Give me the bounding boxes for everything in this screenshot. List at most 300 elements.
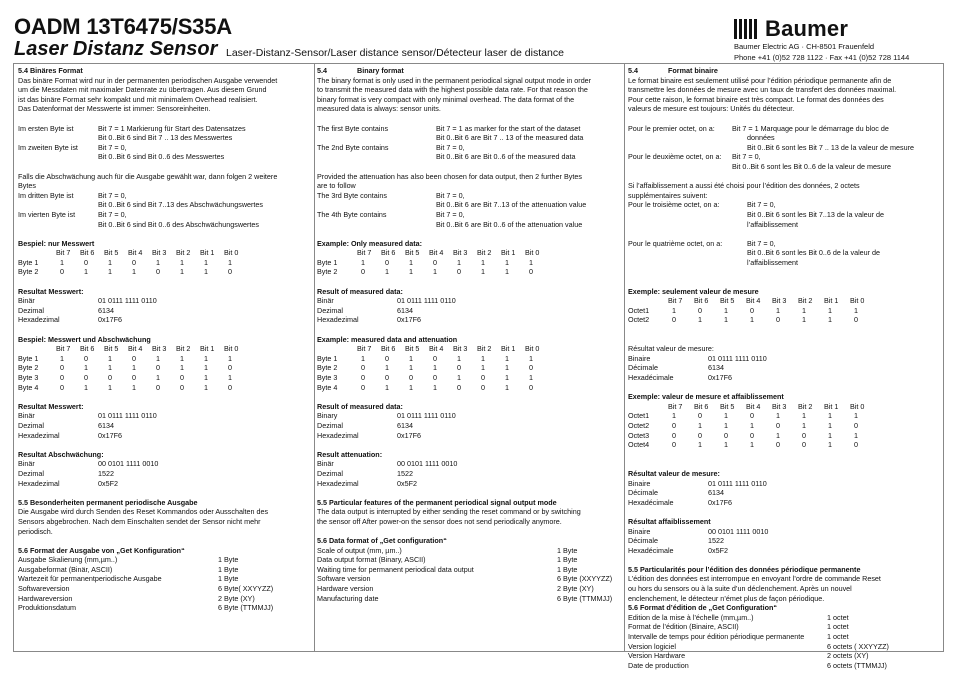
bit-cell: 0 — [409, 373, 413, 382]
row-key: Hexadezimal — [317, 430, 359, 440]
config-row — [317, 555, 621, 565]
row-key: Softwareversion — [18, 584, 70, 594]
bits-header-cell: Bit 2 — [477, 248, 492, 258]
row-value: Bit 7 = 0, — [436, 190, 465, 200]
row-value: 1522 — [397, 468, 413, 478]
bit-cell: 0 — [228, 363, 232, 373]
bits-header-cell: Bit 3 — [152, 344, 167, 354]
key-value-row — [18, 210, 310, 220]
bit-cell: 1 — [409, 363, 413, 373]
bit-cell: 0 — [672, 440, 676, 450]
bit-cell: 1 — [84, 382, 88, 392]
key-value-row — [317, 124, 621, 134]
bit-cell: 0 — [132, 257, 136, 267]
paragraph-line: Das Datenformat der Messwerte ist immer: Sensoreinheiten. — [18, 104, 211, 114]
bits-row-label: Byte 1 — [317, 353, 338, 363]
key-value-continuation — [628, 248, 940, 258]
row-key: Intervalle de temps pour édition périodique permanente — [628, 632, 805, 642]
bit-cell: 0 — [180, 373, 184, 382]
bit-cell: 1 — [505, 382, 509, 392]
row-value: 2 Byte (XY) — [557, 584, 594, 594]
bit-cell: 1 — [204, 267, 208, 277]
row-value: Bit 7 = 1 Marquage pour le démarrage du bloc de — [732, 123, 889, 133]
bits-row-label: Octet3 — [628, 430, 650, 440]
row-key: Data output format (Binary, ASCII) — [317, 555, 426, 565]
config-row — [317, 565, 621, 575]
key-value-row — [628, 363, 940, 373]
bit-cell: 1 — [108, 363, 112, 373]
bit-cell: 1 — [108, 382, 112, 392]
bits-header-row — [18, 248, 248, 258]
key-value-row — [18, 469, 310, 479]
bit-cell: 0 — [228, 382, 232, 392]
paragraph-line: Falls die Abschwächung auch für die Ausgabe gewählt war, dann folgen 2 weitere — [18, 171, 278, 181]
bits-header-cell: Bit 4 — [128, 248, 143, 258]
result-heading: Resultat Abschwächung: — [18, 449, 104, 459]
key-value-continuation — [628, 258, 940, 268]
row-key: Hexadezimal — [18, 430, 60, 440]
bit-cell: 1 — [204, 363, 208, 373]
row-value: 00 0101 1111 0010 — [708, 526, 769, 536]
row-value: l’affaiblissement — [747, 257, 799, 267]
row-value: 01 0111 1111 0110 — [98, 411, 157, 421]
bits-header-cell: Bit 0 — [525, 344, 540, 354]
row-value: 01 0111 1111 0110 — [708, 353, 767, 363]
bit-cell: 1 — [457, 257, 461, 267]
row-value: 00 0101 1111 0010 — [397, 459, 458, 469]
key-value-row — [18, 315, 310, 325]
bits-row-label: Byte 3 — [18, 373, 39, 382]
bits-row-label: Byte 4 — [317, 382, 338, 392]
logo-bars-icon — [734, 19, 757, 39]
bit-cell: 1 — [457, 353, 461, 363]
spacer — [317, 114, 621, 124]
bit-cell: 1 — [457, 373, 461, 382]
bits-corner — [317, 248, 357, 258]
row-key: Hexadezimal — [317, 315, 359, 325]
bit-cell: 0 — [385, 373, 389, 382]
row-key: Pour le deuxième octet, on a: — [628, 152, 722, 162]
row-key: Dezimal — [18, 305, 44, 315]
bits-header-cell: Bit 0 — [525, 248, 540, 258]
result-heading: Résultat valeur de mesure: — [628, 468, 720, 478]
bits-header-cell: Bit 1 — [824, 296, 839, 306]
result-heading: Resultat Messwert: — [18, 286, 84, 296]
row-value: Bit 0..Bit 6 are Bit 0..6 of the measured data — [436, 152, 576, 162]
key-value-continuation — [317, 152, 621, 162]
row-value: Bit 0..Bit 6 are Bit 0..6 of the attenuation value — [436, 219, 583, 229]
row-key: Scale of output (mm, µm..) — [317, 545, 402, 555]
paragraph-line: to transmit the measured data with the highest possible data rate. For that reason the — [317, 85, 588, 95]
bits-table — [628, 296, 876, 325]
row-key — [628, 162, 732, 172]
bits-header-cell: Bit 6 — [381, 248, 396, 258]
section-heading-5-4: 5.4 Binäres Format — [18, 66, 83, 75]
bit-cell: 0 — [60, 267, 64, 277]
result-heading: Resultat Messwert: — [18, 401, 84, 411]
bits-table — [18, 344, 248, 392]
bit-cell: 0 — [84, 353, 88, 363]
bit-cell: 0 — [750, 305, 754, 315]
row-key — [628, 248, 747, 258]
config-row — [317, 594, 621, 604]
section-title: Binary format — [357, 66, 404, 75]
spacer — [18, 536, 310, 546]
bit-cell: 0 — [672, 430, 676, 440]
bits-header-cell: Bit 4 — [128, 344, 143, 354]
row-value: données — [747, 133, 775, 143]
row-key: Binär — [18, 296, 35, 306]
bit-cell: 1 — [385, 363, 389, 373]
key-value-row — [18, 479, 310, 489]
contact-address: Baumer Electric AG · CH-8501 Frauenfeld — [734, 42, 875, 51]
row-key — [628, 258, 747, 268]
bit-cell: 0 — [672, 315, 676, 325]
bits-header-row — [317, 344, 549, 354]
paragraph-line: enclenchement, le détecteur n’émet plus de façon périodique. — [628, 593, 825, 603]
config-row — [317, 574, 621, 584]
bit-cell: 0 — [156, 382, 160, 392]
row-key: The first Byte contains — [317, 123, 389, 133]
key-value-row — [628, 373, 940, 383]
spacer — [317, 229, 621, 239]
page-subtitle: Laser-Distanz-Sensor/Laser distance sensor/Détecteur laser de distance — [226, 47, 564, 59]
row-value: 0x17F6 — [397, 430, 421, 440]
row-key: Décimale — [628, 363, 658, 373]
bit-cell: 1 — [361, 257, 365, 267]
bits-header-row — [628, 402, 876, 412]
bits-header-cell: Bit 1 — [501, 344, 516, 354]
row-key: The 4th Byte contains — [317, 209, 387, 219]
spacer — [628, 459, 940, 469]
row-value: 1 Byte — [218, 555, 239, 565]
row-key: Binaire — [628, 526, 651, 536]
paragraph-line: Le format binaire est seulement utilisé pour l’édition périodique permanente afin de — [628, 75, 892, 85]
bit-cell: 0 — [433, 373, 437, 382]
bits-row-label: Octet1 — [628, 411, 650, 421]
bits-header-cell: Bit 5 — [720, 296, 735, 306]
row-key: Date de production — [628, 660, 689, 670]
bit-cell: 0 — [156, 363, 160, 373]
row-value: 01 0111 1111 0110 — [98, 296, 157, 306]
row-value: Bit 7 = 0, — [747, 238, 776, 248]
bits-header-cell: Bit 2 — [176, 344, 191, 354]
bit-cell: 0 — [60, 373, 64, 382]
result-heading: Result of measured data: — [317, 286, 403, 296]
row-value: 6134 — [98, 420, 114, 430]
section-title: Format binaire — [668, 66, 718, 75]
bit-cell: 1 — [433, 363, 437, 373]
paragraph-line: ist das binäre Format sehr kompakt und mit minimalem Overhead realisiert. — [18, 94, 258, 104]
row-value: Bit 0..Bit 6 sont les Bit 7 .. 13 de la valeur de mesure — [747, 142, 914, 152]
bit-cell: 0 — [529, 382, 533, 392]
key-value-row — [317, 143, 621, 153]
bit-cell: 1 — [529, 257, 533, 267]
paragraph-line: Provided the attenuation has also been chosen for data output, then 2 further Bytes — [317, 171, 582, 181]
config-row — [628, 613, 940, 623]
row-key — [628, 210, 747, 220]
bits-row-label: Octet2 — [628, 420, 650, 430]
bit-cell: 1 — [433, 382, 437, 392]
row-key: Binär — [317, 459, 334, 469]
paragraph-line: Bytes — [18, 181, 36, 191]
bits-row — [317, 363, 549, 373]
bits-row — [18, 383, 248, 393]
bit-cell: 1 — [385, 382, 389, 392]
bit-cell: 1 — [828, 440, 832, 450]
row-key: Ausgabeformat (Binär, ASCII) — [18, 564, 113, 574]
bits-row — [18, 267, 248, 277]
bit-cell: 0 — [108, 373, 112, 382]
row-key — [18, 133, 98, 143]
bit-cell: 1 — [854, 305, 858, 315]
bits-row-label: Byte 2 — [317, 363, 338, 373]
bits-corner — [18, 344, 56, 354]
row-value: Bit 0..Bit 6 are Bit 7 .. 13 of the measured data — [436, 133, 584, 143]
row-value: 6 octets (TTMMJJ) — [827, 660, 887, 670]
row-key: Hexadécimale — [628, 545, 674, 555]
bits-row-label: Byte 1 — [18, 257, 39, 267]
row-key: Waiting time for permanent periodical data output — [317, 564, 474, 574]
example-heading: Exemple: seulement valeur de mesure — [628, 286, 759, 296]
key-value-continuation — [317, 220, 621, 230]
row-value: 1522 — [708, 536, 724, 546]
bit-cell: 0 — [228, 267, 232, 277]
key-value-continuation — [628, 220, 940, 230]
bit-cell: 0 — [724, 430, 728, 440]
bit-cell: 1 — [108, 257, 112, 267]
bits-header-row — [628, 296, 876, 306]
bit-cell: 1 — [802, 305, 806, 315]
spacer — [317, 325, 621, 335]
config-row — [18, 574, 310, 584]
spacer — [317, 392, 621, 402]
bit-cell: 1 — [529, 373, 533, 382]
bit-cell: 0 — [776, 440, 780, 450]
row-key: Binär — [18, 459, 35, 469]
bit-cell: 0 — [156, 267, 160, 277]
brand-logo — [734, 16, 848, 42]
config-row — [18, 555, 310, 565]
bit-cell: 0 — [776, 420, 780, 430]
row-value: Bit 0..Bit 6 sind Bit 7 .. 13 des Messwertes — [98, 133, 233, 143]
row-value: 01 0111 1111 0110 — [708, 478, 767, 488]
spacer — [18, 488, 310, 498]
bit-cell: 1 — [724, 411, 728, 421]
result-heading: Résultat valeur de mesure: — [628, 344, 714, 354]
example-heading: Bespiel: Messwert und Abschwächung — [18, 334, 151, 344]
row-value: 1 Byte — [218, 564, 239, 574]
bit-cell: 0 — [854, 315, 858, 325]
row-key: Dezimal — [18, 468, 44, 478]
example-heading: Example: measured data and attenuation — [317, 334, 458, 344]
bit-cell: 0 — [854, 420, 858, 430]
row-key: Hexadécimale — [628, 497, 674, 507]
key-value-row — [317, 210, 621, 220]
row-key: Manufacturing date — [317, 593, 379, 603]
row-value: 1 Byte — [557, 555, 578, 565]
row-key: Pour le troisième octet, on a: — [628, 200, 720, 210]
bit-cell: 1 — [84, 267, 88, 277]
spacer — [628, 555, 940, 565]
paragraph-line: valeurs de mesure est toujours: Unités du détecteur. — [628, 104, 795, 114]
paragraph-line: Die Ausgabe wird durch Senden des Reset Kommandos oder Ausschalten des — [18, 507, 269, 517]
row-key: Décimale — [628, 488, 658, 498]
key-value-row — [628, 479, 940, 489]
bit-cell: 0 — [433, 353, 437, 363]
row-key: Hexadezimal — [317, 478, 359, 488]
bit-cell: 1 — [204, 257, 208, 267]
bit-cell: 1 — [698, 440, 702, 450]
paragraph-line: Das binäre Format wird nur in der permanenten periodischen Ausgabe verwendet — [18, 75, 278, 85]
key-value-row — [317, 296, 621, 306]
row-key: Hexadezimal — [18, 315, 60, 325]
column-english — [317, 66, 621, 603]
bit-cell: 1 — [505, 363, 509, 373]
row-value: 1 octet — [827, 612, 849, 622]
key-value-row — [628, 124, 940, 134]
key-value-row — [18, 143, 310, 153]
bit-cell: 1 — [505, 257, 509, 267]
bits-header-cell: Bit 0 — [850, 296, 865, 306]
bits-row — [628, 440, 876, 450]
paragraph-line: supplémentaires suivent: — [628, 190, 708, 200]
bits-row — [18, 258, 248, 268]
key-value-row — [317, 459, 621, 469]
bits-table — [317, 248, 549, 277]
bit-cell: 1 — [132, 382, 136, 392]
key-value-row — [628, 527, 940, 537]
key-value-row — [628, 239, 940, 249]
bits-header-cell: Bit 6 — [381, 344, 396, 354]
bits-row-label: Octet4 — [628, 440, 650, 450]
bits-row-label: Byte 2 — [18, 267, 39, 277]
spacer — [628, 267, 940, 277]
spacer — [317, 162, 621, 172]
key-value-continuation — [18, 200, 310, 210]
row-value: 01 0111 1111 0110 — [397, 411, 456, 421]
row-key: Dezimal — [317, 420, 343, 430]
section-number: 5.4 — [317, 66, 327, 75]
bit-cell: 1 — [204, 353, 208, 363]
bits-header-row — [18, 344, 248, 354]
bit-cell: 1 — [409, 353, 413, 363]
row-key — [628, 220, 747, 230]
row-value: 0x17F6 — [98, 315, 122, 325]
bit-cell: 1 — [361, 353, 365, 363]
paragraph-line: The binary format is only used in the permanent periodical signal output mode in order — [317, 75, 592, 85]
bits-row-label: Byte 1 — [18, 353, 39, 363]
bits-corner — [628, 296, 668, 306]
row-value: 0x5F2 — [708, 545, 728, 555]
bits-header-cell: Bit 4 — [429, 344, 444, 354]
bit-cell: 1 — [180, 363, 184, 373]
row-value: l’affaiblissement — [747, 219, 799, 229]
key-value-row — [317, 421, 621, 431]
column-german — [18, 66, 310, 613]
paragraph-line: are to follow — [317, 181, 356, 191]
spacer — [317, 440, 621, 450]
bit-cell: 1 — [724, 420, 728, 430]
spacer — [628, 172, 940, 182]
row-key: Im ersten Byte ist — [18, 123, 74, 133]
row-value: 2 octets (XY) — [827, 651, 869, 661]
bit-cell: 0 — [750, 411, 754, 421]
spacer — [317, 277, 621, 287]
bits-corner — [317, 344, 357, 354]
config-row — [628, 651, 940, 661]
row-value: Bit 7 = 0, — [436, 142, 465, 152]
row-key — [18, 220, 98, 230]
paragraph-line: ou hors du sensors ou à la suite d’un déclenchement. Après un nouvel — [628, 584, 852, 594]
bits-header-cell: Bit 2 — [477, 344, 492, 354]
row-key: Produktionsdatum — [18, 603, 76, 613]
key-value-row — [18, 296, 310, 306]
bit-cell: 0 — [361, 373, 365, 382]
bit-cell: 0 — [60, 363, 64, 373]
key-value-row — [628, 536, 940, 546]
paragraph-line: periodisch. — [18, 526, 53, 536]
page-title-line1: OADM 13T6475/S35A — [14, 14, 232, 39]
bit-cell: 1 — [750, 420, 754, 430]
key-value-row — [628, 546, 940, 556]
bits-header-cell: Bit 5 — [405, 344, 420, 354]
bit-cell: 1 — [409, 257, 413, 267]
bits-corner — [628, 402, 668, 412]
bit-cell: 1 — [529, 353, 533, 363]
bit-cell: 0 — [481, 373, 485, 382]
row-value: Bit 0..Bit 6 sind Bit 0..6 des Abschwächungswertes — [98, 219, 260, 229]
key-value-row — [18, 124, 310, 134]
bit-cell: 0 — [132, 373, 136, 382]
bits-row — [628, 421, 876, 431]
bit-cell: 0 — [481, 382, 485, 392]
bits-table — [628, 402, 876, 450]
section-heading-5-5: 5.5 Particularités pour l’édition des données périodique permanente — [628, 564, 861, 574]
bit-cell: 1 — [108, 353, 112, 363]
bit-cell: 1 — [132, 363, 136, 373]
bits-header-cell: Bit 2 — [798, 401, 813, 411]
bit-cell: 0 — [529, 363, 533, 373]
bits-header-cell: Bit 1 — [501, 248, 516, 258]
bits-row — [317, 354, 549, 364]
key-value-row — [18, 411, 310, 421]
row-key — [317, 133, 436, 143]
contact-phone: Phone +41 (0)52 728 1122 · Fax +41 (0)52 728 1144 — [734, 52, 910, 62]
bit-cell: 0 — [361, 267, 365, 277]
bits-header-cell: Bit 7 — [357, 344, 372, 354]
row-value: 6 Byte (XXYYZZ) — [557, 574, 613, 584]
key-value-row — [317, 191, 621, 201]
bit-cell: 1 — [204, 373, 208, 382]
bit-cell: 1 — [481, 257, 485, 267]
bit-cell: 1 — [698, 315, 702, 325]
bit-cell: 0 — [385, 353, 389, 363]
row-key: Hardware version — [317, 584, 374, 594]
bit-cell: 1 — [156, 373, 160, 382]
bits-row-label: Octet2 — [628, 315, 650, 325]
spacer — [18, 325, 310, 335]
row-value: Bit 0..Bit 6 sont les Bit 0..6 de la valeur de — [747, 248, 881, 258]
bits-header-cell: Bit 2 — [798, 296, 813, 306]
bits-header-cell: Bit 7 — [357, 248, 372, 258]
paragraph-line: binary format is very compact with only minimal overhead. The data format of the — [317, 94, 575, 104]
row-value: 1522 — [98, 468, 114, 478]
bits-table — [18, 248, 248, 277]
row-value: Bit 7 = 0, — [98, 190, 127, 200]
bits-header-cell: Bit 0 — [224, 344, 239, 354]
row-key: Im zweiten Byte ist — [18, 142, 78, 152]
